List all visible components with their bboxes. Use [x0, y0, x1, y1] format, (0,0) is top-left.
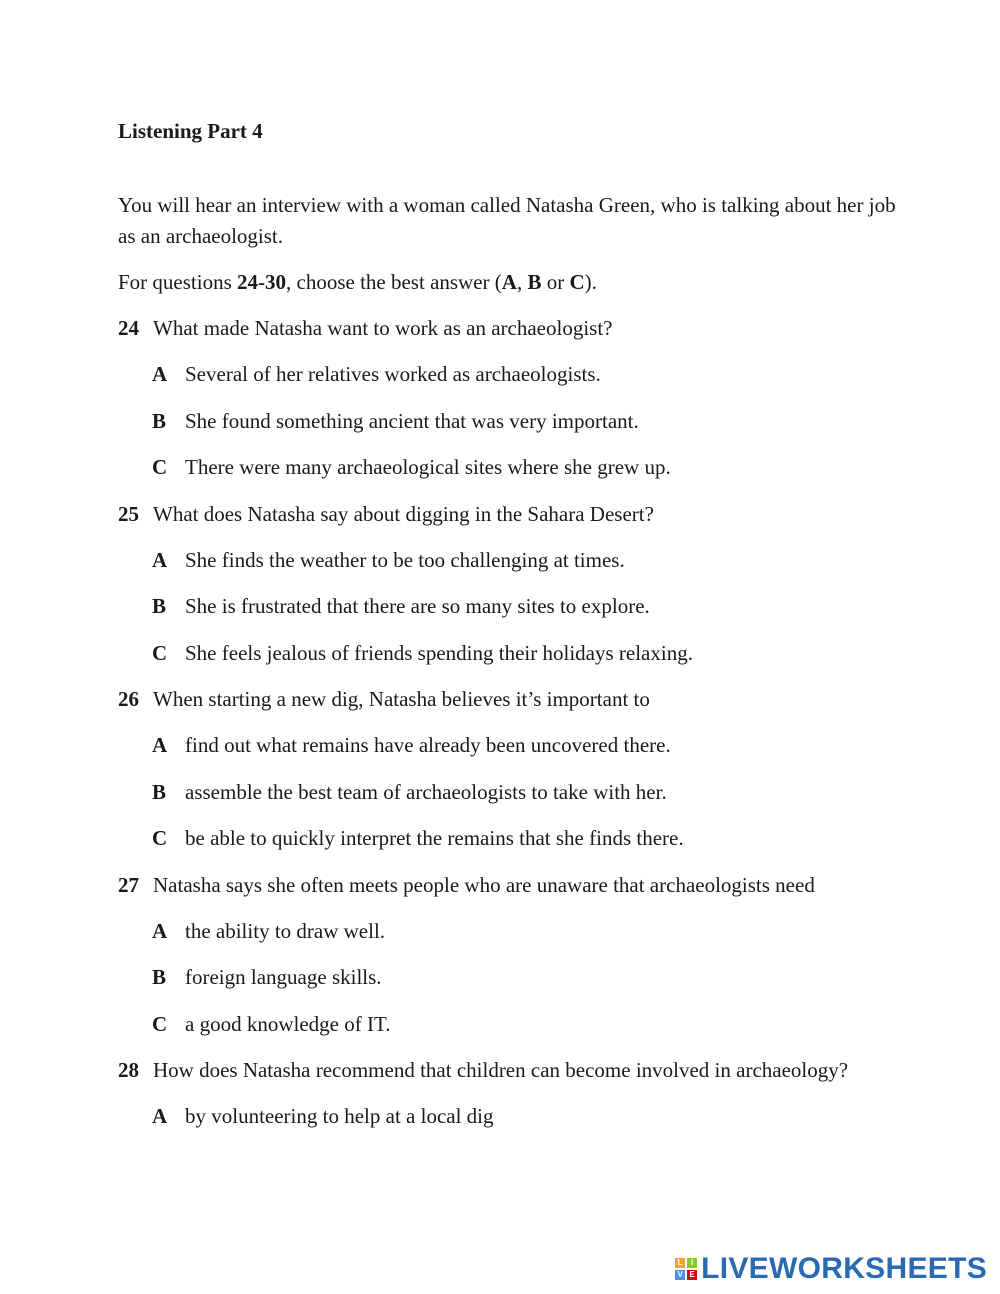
intro-paragraph: You will hear an interview with a woman called Natasha Green, who is talking about her job as an archaeologist.: [118, 193, 896, 248]
option-text: Several of her relatives worked as archaeologists.: [185, 362, 601, 386]
option-text: foreign language skills.: [185, 965, 382, 989]
answer-option[interactable]: [152, 916, 898, 947]
question-28: [118, 1055, 898, 1132]
option-text: She found something ancient that was very important.: [185, 408, 639, 433]
instructions-paragraph: [118, 267, 898, 298]
question-number: 26: [118, 687, 139, 711]
answer-option[interactable]: [152, 591, 898, 622]
instructions-suffix: ).: [584, 270, 597, 294]
question-text: How does Natasha recommend that children can become involved in archaeology?: [153, 1058, 849, 1082]
answer-option[interactable]: [152, 823, 898, 854]
logo-letter-l: L: [675, 1258, 685, 1268]
question-number: 25: [118, 501, 139, 526]
question-number: 28: [118, 1058, 139, 1082]
instructions-range: 24-30: [237, 270, 287, 294]
answer-option[interactable]: [152, 545, 898, 576]
answer-option[interactable]: [152, 452, 898, 483]
instructions-letter-c: C: [569, 270, 585, 294]
answer-option[interactable]: [152, 406, 898, 437]
answer-option[interactable]: [152, 777, 898, 808]
option-letter: A: [152, 547, 168, 572]
option-letter: B: [152, 779, 167, 804]
question-number: 27: [118, 872, 139, 897]
logo-letter-i: I: [687, 1258, 697, 1268]
option-text: She finds the weather to be too challenging at times.: [185, 547, 625, 572]
page-title: Listening Part 4: [118, 119, 263, 143]
answer-option[interactable]: [152, 359, 898, 390]
question-24: [118, 313, 898, 483]
question-stem: [118, 684, 898, 715]
option-letter: A: [152, 918, 168, 943]
instructions-middle: , choose the best answer (: [286, 270, 502, 294]
question-26: [118, 684, 898, 854]
brand-name: LIVEWORKSHEETS: [701, 1252, 987, 1285]
question-text: When starting a new dig, Natasha believes it’s important to: [153, 687, 650, 711]
option-letter: A: [152, 733, 168, 757]
option-text: She feels jealous of friends spending their holidays relaxing.: [185, 640, 693, 665]
option-letter: C: [152, 826, 168, 850]
instructions-letter-a: A: [501, 270, 517, 294]
answer-option[interactable]: [152, 638, 898, 669]
option-letter: B: [152, 594, 167, 618]
question-stem: [118, 499, 898, 530]
option-letter: A: [152, 362, 168, 386]
question-stem: [118, 870, 898, 901]
option-letter: C: [152, 640, 168, 665]
answer-option[interactable]: [152, 1101, 898, 1132]
option-text: She is frustrated that there are so many sites to explore.: [185, 594, 650, 618]
question-stem: [118, 313, 898, 344]
logo-letter-e: E: [687, 1270, 697, 1280]
option-letter: C: [152, 1011, 168, 1036]
option-text: the ability to draw well.: [185, 918, 386, 943]
question-stem: [118, 1055, 898, 1086]
option-text: a good knowledge of IT.: [185, 1011, 391, 1036]
option-letter: B: [152, 408, 167, 433]
option-text: assemble the best team of archaeologists to take with her.: [185, 779, 667, 804]
question-text: What made Natasha want to work as an archaeologist?: [153, 316, 613, 340]
liveworksheets-logo: [675, 1253, 987, 1285]
option-text: find out what remains have already been uncovered there.: [185, 733, 671, 757]
answer-option[interactable]: [152, 730, 898, 761]
question-27: [118, 870, 898, 1040]
instructions-sep1: ,: [516, 270, 528, 294]
logo-letter-v: V: [675, 1270, 685, 1280]
question-number: 24: [118, 316, 139, 340]
question-25: [118, 499, 898, 669]
option-letter: A: [152, 1104, 168, 1128]
instructions-prefix: For questions: [118, 270, 238, 294]
instructions-sep2: or: [541, 270, 570, 294]
option-text: be able to quickly interpret the remains that she finds there.: [185, 826, 684, 850]
instructions-letter-b: B: [527, 270, 542, 294]
option-text: There were many archaeological sites where she grew up.: [185, 455, 671, 479]
option-letter: B: [152, 965, 167, 989]
option-letter: C: [152, 455, 168, 479]
logo-grid-icon: [675, 1258, 697, 1280]
answer-option[interactable]: [152, 1009, 898, 1040]
answer-option[interactable]: [152, 962, 898, 993]
question-text: What does Natasha say about digging in the Sahara Desert?: [153, 501, 654, 526]
question-text: Natasha says she often meets people who are unaware that archaeologists need: [153, 872, 815, 897]
option-text: by volunteering to help at a local dig: [185, 1104, 494, 1128]
worksheet-page: [118, 116, 898, 1148]
